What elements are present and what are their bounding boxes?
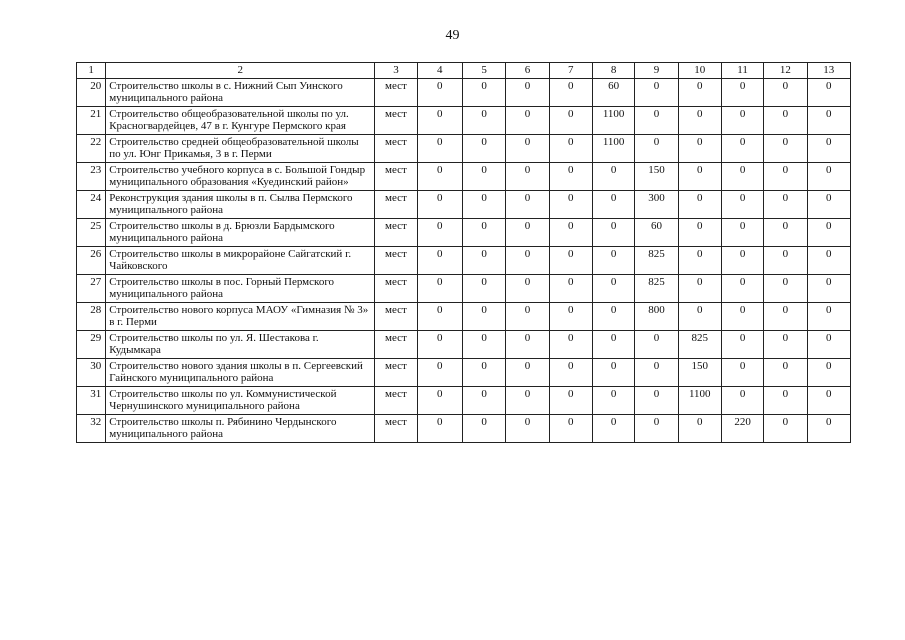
row-number: 23 bbox=[77, 162, 106, 190]
column-header: 3 bbox=[375, 63, 417, 79]
table-row bbox=[77, 302, 851, 330]
value-cell: 0 bbox=[506, 218, 549, 246]
unit-cell: мест bbox=[375, 386, 417, 414]
value-cell: 0 bbox=[549, 274, 592, 302]
row-number: 29 bbox=[77, 330, 106, 358]
value-cell: 0 bbox=[549, 218, 592, 246]
value-cell: 0 bbox=[721, 386, 763, 414]
row-number: 32 bbox=[77, 414, 106, 442]
value-cell: 0 bbox=[635, 78, 678, 106]
value-cell: 0 bbox=[462, 134, 505, 162]
row-number: 28 bbox=[77, 302, 106, 330]
value-cell: 0 bbox=[764, 162, 807, 190]
value-cell: 0 bbox=[592, 330, 634, 358]
value-cell: 150 bbox=[635, 162, 678, 190]
value-cell: 0 bbox=[417, 218, 462, 246]
value-cell: 60 bbox=[635, 218, 678, 246]
value-cell: 0 bbox=[721, 246, 763, 274]
value-cell: 0 bbox=[807, 358, 850, 386]
value-cell: 0 bbox=[635, 358, 678, 386]
value-cell: 0 bbox=[721, 162, 763, 190]
column-header: 6 bbox=[506, 63, 549, 79]
value-cell: 0 bbox=[549, 78, 592, 106]
unit-cell: мест bbox=[375, 218, 417, 246]
value-cell: 0 bbox=[417, 246, 462, 274]
value-cell: 0 bbox=[462, 162, 505, 190]
value-cell: 0 bbox=[462, 330, 505, 358]
facility-name: Строительство школы в микрорайоне Сайгатский г. Чайковского bbox=[106, 246, 375, 274]
value-cell: 0 bbox=[462, 414, 505, 442]
value-cell: 0 bbox=[764, 246, 807, 274]
value-cell: 0 bbox=[807, 218, 850, 246]
value-cell: 1100 bbox=[678, 386, 721, 414]
value-cell: 0 bbox=[592, 358, 634, 386]
value-cell: 0 bbox=[506, 106, 549, 134]
unit-cell: мест bbox=[375, 134, 417, 162]
value-cell: 0 bbox=[635, 386, 678, 414]
value-cell: 0 bbox=[807, 274, 850, 302]
value-cell: 0 bbox=[462, 274, 505, 302]
unit-cell: мест bbox=[375, 274, 417, 302]
value-cell: 0 bbox=[678, 302, 721, 330]
unit-cell: мест bbox=[375, 190, 417, 218]
column-header: 1 bbox=[77, 63, 106, 79]
value-cell: 0 bbox=[417, 106, 462, 134]
value-cell: 0 bbox=[721, 190, 763, 218]
value-cell: 0 bbox=[549, 302, 592, 330]
unit-cell: мест bbox=[375, 414, 417, 442]
value-cell: 0 bbox=[721, 302, 763, 330]
value-cell: 0 bbox=[417, 274, 462, 302]
column-header: 7 bbox=[549, 63, 592, 79]
table-row bbox=[77, 386, 851, 414]
table-row bbox=[77, 218, 851, 246]
value-cell: 0 bbox=[807, 414, 850, 442]
facility-name: Строительство общеобразовательной школы по ул. Красногвардейцев, 47 в г. Кунгуре Пермского края bbox=[106, 106, 375, 134]
value-cell: 0 bbox=[807, 386, 850, 414]
value-cell: 0 bbox=[764, 134, 807, 162]
column-header: 2 bbox=[106, 63, 375, 79]
value-cell: 0 bbox=[417, 330, 462, 358]
value-cell: 0 bbox=[462, 106, 505, 134]
value-cell: 800 bbox=[635, 302, 678, 330]
value-cell: 0 bbox=[764, 190, 807, 218]
column-header: 10 bbox=[678, 63, 721, 79]
value-cell: 300 bbox=[635, 190, 678, 218]
column-header: 11 bbox=[721, 63, 763, 79]
table-row bbox=[77, 414, 851, 442]
row-number: 24 bbox=[77, 190, 106, 218]
table-row bbox=[77, 330, 851, 358]
value-cell: 0 bbox=[635, 414, 678, 442]
value-cell: 0 bbox=[549, 358, 592, 386]
facility-name: Строительство школы в пос. Горный Пермского муниципального района bbox=[106, 274, 375, 302]
value-cell: 1100 bbox=[592, 134, 634, 162]
value-cell: 0 bbox=[721, 330, 763, 358]
value-cell: 825 bbox=[635, 274, 678, 302]
value-cell: 0 bbox=[417, 358, 462, 386]
value-cell: 0 bbox=[592, 274, 634, 302]
unit-cell: мест bbox=[375, 358, 417, 386]
column-header: 5 bbox=[462, 63, 505, 79]
facility-name: Строительство средней общеобразовательной школы по ул. Юнг Прикамья, 3 в г. Перми bbox=[106, 134, 375, 162]
value-cell: 0 bbox=[764, 218, 807, 246]
value-cell: 0 bbox=[506, 274, 549, 302]
value-cell: 0 bbox=[417, 78, 462, 106]
table-row bbox=[77, 134, 851, 162]
value-cell: 0 bbox=[506, 386, 549, 414]
value-cell: 0 bbox=[506, 414, 549, 442]
value-cell: 0 bbox=[807, 330, 850, 358]
value-cell: 0 bbox=[592, 162, 634, 190]
value-cell: 0 bbox=[417, 386, 462, 414]
value-cell: 0 bbox=[764, 330, 807, 358]
value-cell: 0 bbox=[764, 274, 807, 302]
value-cell: 0 bbox=[549, 190, 592, 218]
facility-name: Строительство нового корпуса МАОУ «Гимназия № 3» в г. Перми bbox=[106, 302, 375, 330]
value-cell: 0 bbox=[592, 386, 634, 414]
value-cell: 0 bbox=[764, 414, 807, 442]
row-number: 31 bbox=[77, 386, 106, 414]
column-header: 8 bbox=[592, 63, 634, 79]
value-cell: 0 bbox=[506, 302, 549, 330]
table-row bbox=[77, 246, 851, 274]
value-cell: 0 bbox=[549, 414, 592, 442]
value-cell: 0 bbox=[721, 78, 763, 106]
value-cell: 0 bbox=[592, 218, 634, 246]
table-row bbox=[77, 190, 851, 218]
row-number: 26 bbox=[77, 246, 106, 274]
value-cell: 0 bbox=[417, 134, 462, 162]
value-cell: 0 bbox=[417, 302, 462, 330]
unit-cell: мест bbox=[375, 246, 417, 274]
table-row bbox=[77, 78, 851, 106]
value-cell: 0 bbox=[549, 106, 592, 134]
value-cell: 0 bbox=[721, 106, 763, 134]
column-header: 12 bbox=[764, 63, 807, 79]
value-cell: 0 bbox=[506, 134, 549, 162]
value-cell: 0 bbox=[549, 386, 592, 414]
row-number: 21 bbox=[77, 106, 106, 134]
value-cell: 0 bbox=[592, 414, 634, 442]
unit-cell: мест bbox=[375, 106, 417, 134]
value-cell: 0 bbox=[549, 162, 592, 190]
value-cell: 0 bbox=[764, 358, 807, 386]
value-cell: 0 bbox=[462, 302, 505, 330]
unit-cell: мест bbox=[375, 78, 417, 106]
value-cell: 0 bbox=[678, 218, 721, 246]
value-cell: 0 bbox=[462, 78, 505, 106]
value-cell: 0 bbox=[721, 358, 763, 386]
value-cell: 0 bbox=[764, 106, 807, 134]
value-cell: 60 bbox=[592, 78, 634, 106]
value-cell: 0 bbox=[417, 190, 462, 218]
unit-cell: мест bbox=[375, 162, 417, 190]
value-cell: 0 bbox=[807, 134, 850, 162]
table-row bbox=[77, 274, 851, 302]
row-number: 30 bbox=[77, 358, 106, 386]
unit-cell: мест bbox=[375, 302, 417, 330]
value-cell: 0 bbox=[506, 78, 549, 106]
value-cell: 0 bbox=[678, 190, 721, 218]
facility-name: Строительство учебного корпуса в с. Большой Гондыр муниципального образования «Куединский район» bbox=[106, 162, 375, 190]
value-cell: 1100 bbox=[592, 106, 634, 134]
column-numbers-row bbox=[77, 63, 851, 79]
value-cell: 0 bbox=[678, 106, 721, 134]
value-cell: 0 bbox=[462, 246, 505, 274]
value-cell: 0 bbox=[807, 246, 850, 274]
row-number: 20 bbox=[77, 78, 106, 106]
value-cell: 0 bbox=[807, 106, 850, 134]
value-cell: 0 bbox=[764, 386, 807, 414]
facilities-table bbox=[76, 62, 851, 443]
facility-name: Строительство школы по ул. Коммунистической Чернушинского муниципального района bbox=[106, 386, 375, 414]
value-cell: 0 bbox=[462, 358, 505, 386]
unit-cell: мест bbox=[375, 330, 417, 358]
facility-name: Строительство школы п. Рябинино Чердынского муниципального района bbox=[106, 414, 375, 442]
facility-name: Строительство школы в с. Нижний Сып Уинского муниципального района bbox=[106, 78, 375, 106]
value-cell: 0 bbox=[807, 162, 850, 190]
value-cell: 0 bbox=[549, 330, 592, 358]
value-cell: 825 bbox=[678, 330, 721, 358]
value-cell: 0 bbox=[592, 190, 634, 218]
value-cell: 0 bbox=[678, 134, 721, 162]
row-number: 27 bbox=[77, 274, 106, 302]
value-cell: 0 bbox=[592, 302, 634, 330]
value-cell: 0 bbox=[506, 190, 549, 218]
value-cell: 0 bbox=[807, 302, 850, 330]
value-cell: 0 bbox=[506, 358, 549, 386]
value-cell: 0 bbox=[807, 78, 850, 106]
facility-name: Строительство школы по ул. Я. Шестакова г. Кудымкара bbox=[106, 330, 375, 358]
value-cell: 0 bbox=[721, 274, 763, 302]
value-cell: 0 bbox=[678, 414, 721, 442]
value-cell: 0 bbox=[506, 330, 549, 358]
value-cell: 825 bbox=[635, 246, 678, 274]
value-cell: 0 bbox=[764, 78, 807, 106]
value-cell: 0 bbox=[764, 302, 807, 330]
page-number: 49 bbox=[445, 28, 460, 43]
value-cell: 0 bbox=[506, 246, 549, 274]
value-cell: 0 bbox=[678, 274, 721, 302]
value-cell: 0 bbox=[417, 162, 462, 190]
facility-name: Строительство школы в д. Брюзли Бардымского муниципального района bbox=[106, 218, 375, 246]
value-cell: 0 bbox=[417, 414, 462, 442]
facility-name: Строительство нового здания школы в п. Сергеевский Гайнского муниципального района bbox=[106, 358, 375, 386]
column-header: 13 bbox=[807, 63, 850, 79]
value-cell: 0 bbox=[635, 330, 678, 358]
facility-name: Реконструкция здания школы в п. Сылва Пермского муниципального района bbox=[106, 190, 375, 218]
value-cell: 0 bbox=[462, 386, 505, 414]
value-cell: 0 bbox=[721, 218, 763, 246]
value-cell: 0 bbox=[549, 246, 592, 274]
row-number: 25 bbox=[77, 218, 106, 246]
value-cell: 0 bbox=[721, 134, 763, 162]
value-cell: 0 bbox=[549, 134, 592, 162]
value-cell: 0 bbox=[678, 78, 721, 106]
value-cell: 0 bbox=[678, 246, 721, 274]
column-header: 9 bbox=[635, 63, 678, 79]
column-header: 4 bbox=[417, 63, 462, 79]
value-cell: 0 bbox=[462, 218, 505, 246]
value-cell: 0 bbox=[635, 106, 678, 134]
value-cell: 220 bbox=[721, 414, 763, 442]
value-cell: 0 bbox=[635, 134, 678, 162]
value-cell: 0 bbox=[592, 246, 634, 274]
row-number: 22 bbox=[77, 134, 106, 162]
table-row bbox=[77, 358, 851, 386]
table-row bbox=[77, 162, 851, 190]
value-cell: 0 bbox=[506, 162, 549, 190]
table-row bbox=[77, 106, 851, 134]
value-cell: 0 bbox=[807, 190, 850, 218]
value-cell: 0 bbox=[462, 190, 505, 218]
value-cell: 0 bbox=[678, 162, 721, 190]
value-cell: 150 bbox=[678, 358, 721, 386]
